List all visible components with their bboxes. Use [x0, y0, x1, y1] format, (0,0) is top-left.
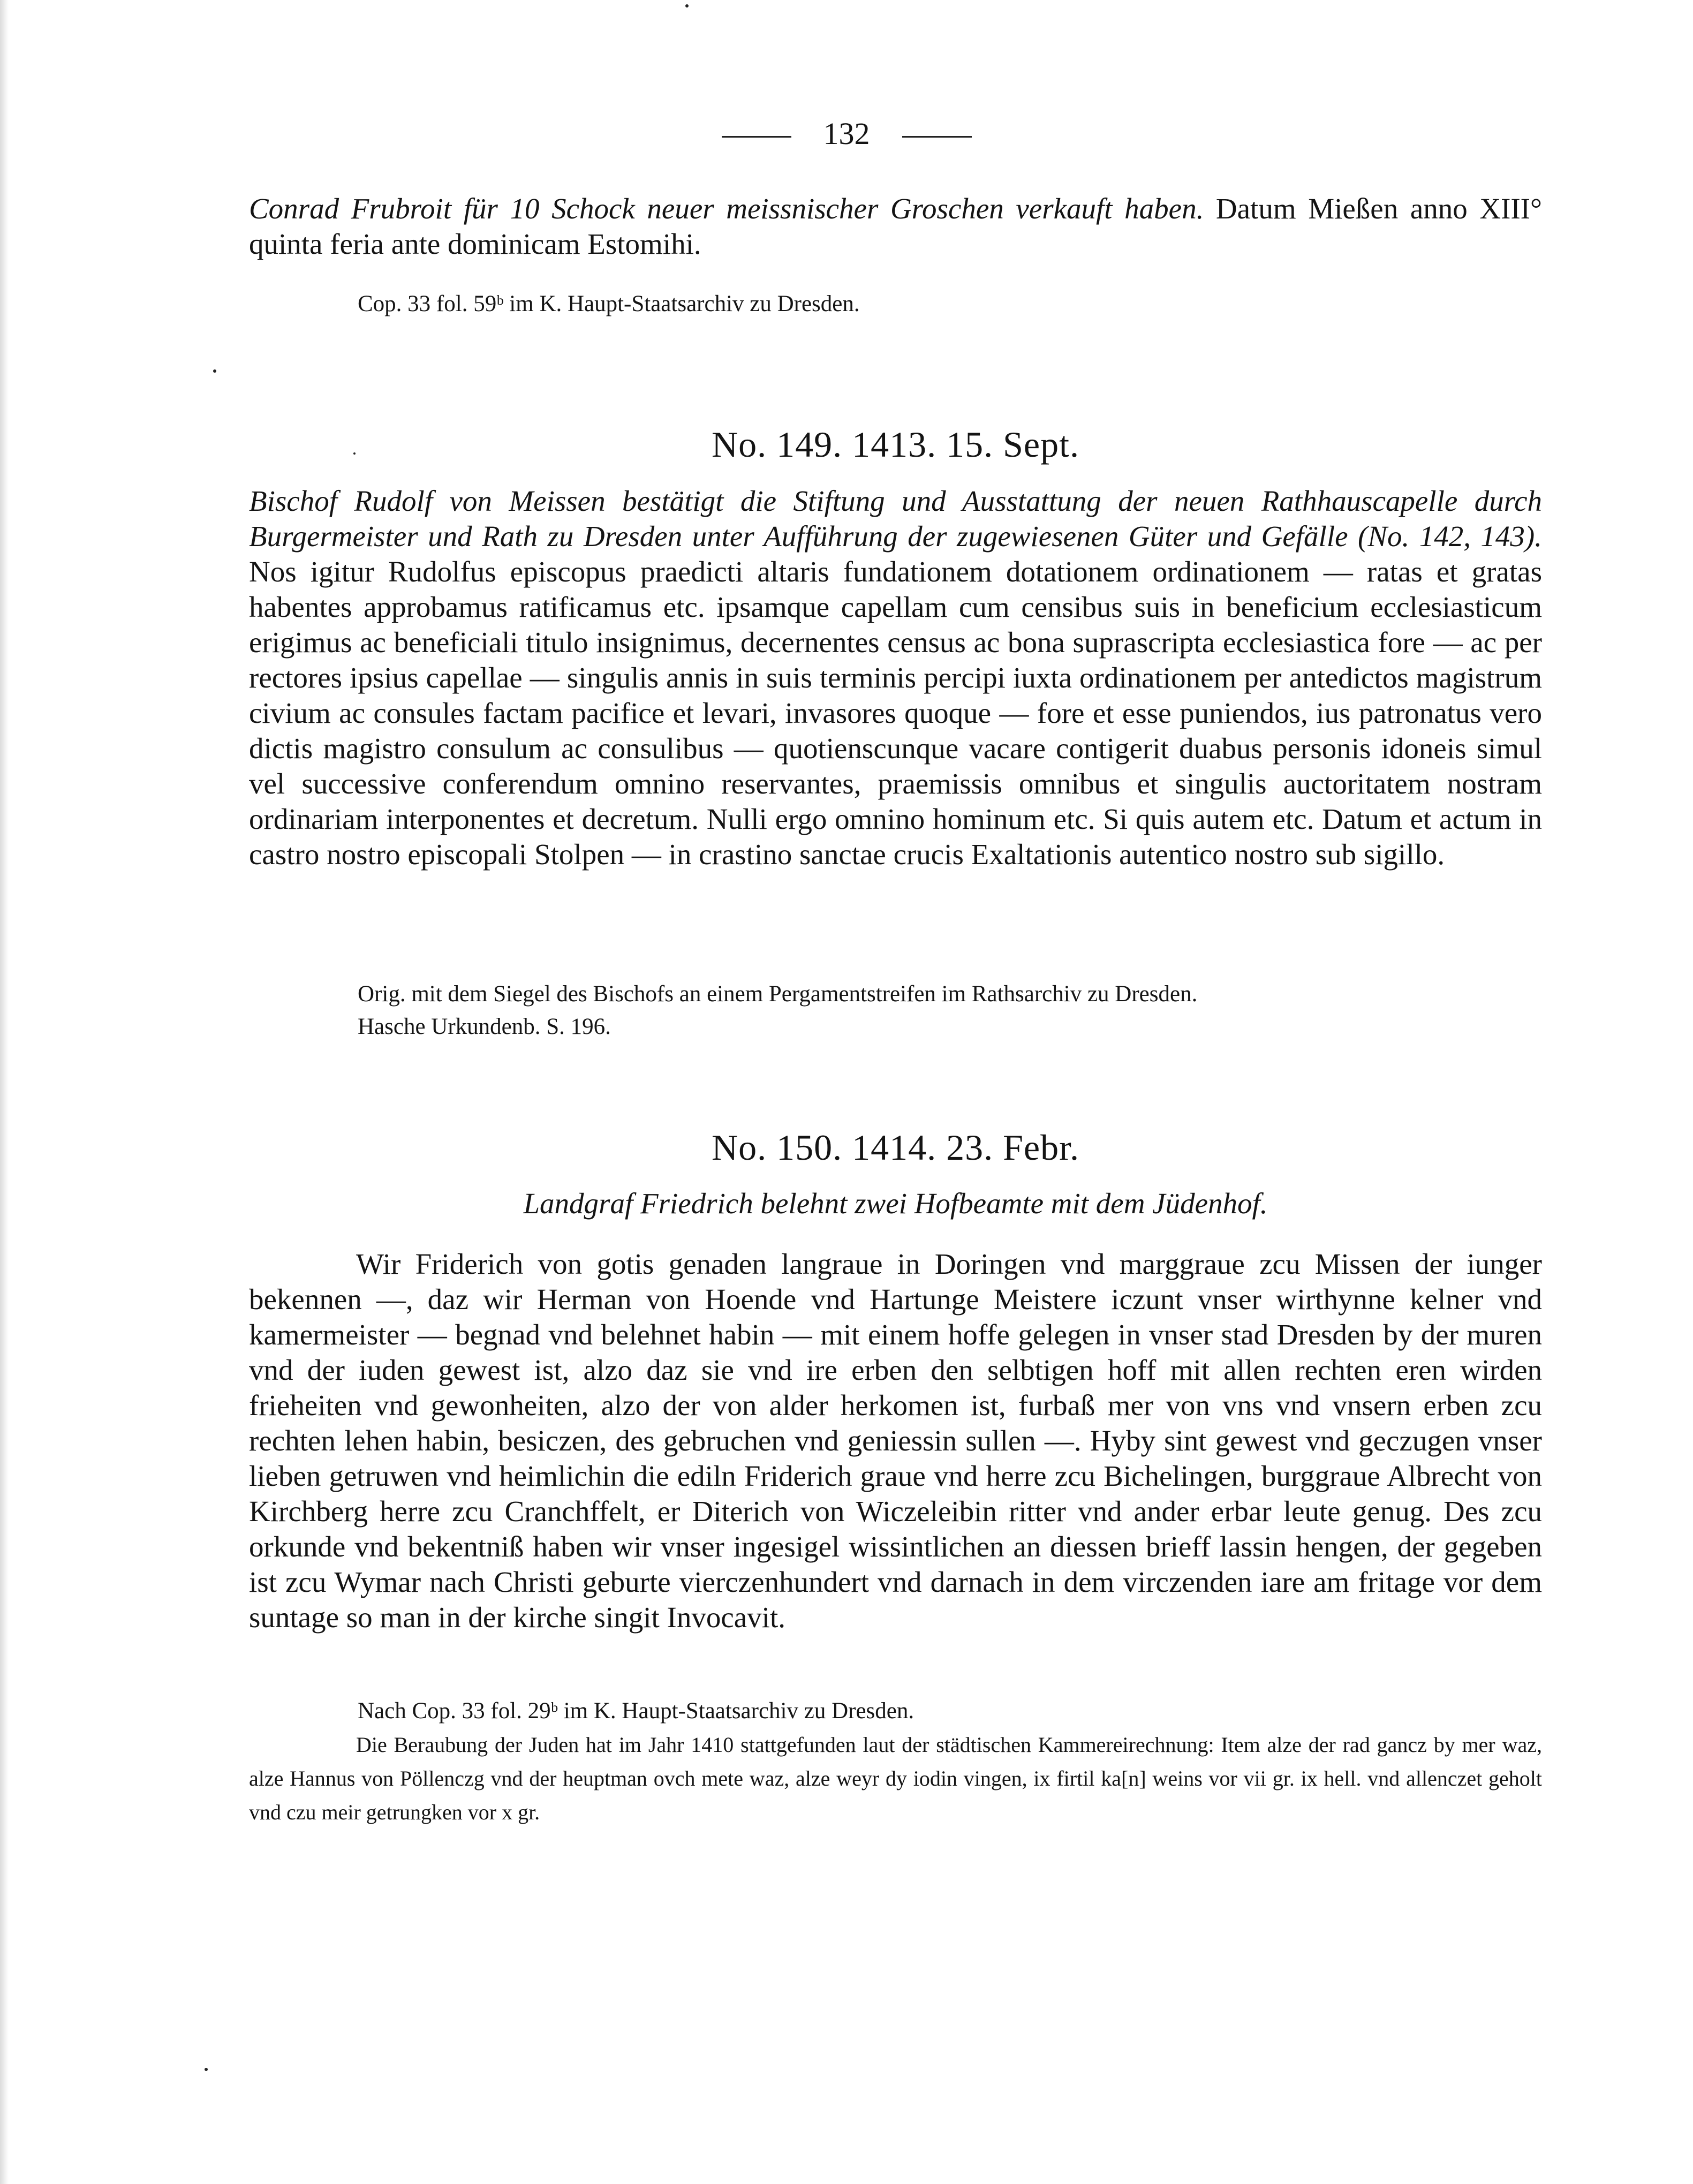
prev-doc-italic: Conrad Frubroit für 10 Schock neuer meissnischer Groschen verkauft haben. [249, 192, 1204, 225]
doc-150-text: Wir Friderich von gotis genaden langraue in Doringen vnd marggraue zcu Missen der iunger bekennen —, daz wir Herman von Hoende vnd Hartunge Meistere iczunt vnser wirthynne kelner vnd kamermeister — begnad vnd belehnet habin — mit einem hoffe gelegen in vnser stad Dresden by der muren vnd der iuden gewest ist, alzo daz sie vnd ire erben den selbtigen hoff mit allen rechten eren wirden frieheiten vnd gewonheiten, alzo der von alder herkomen ist, furbaß mer von vns vnd vnsern erben zcu rechten lehen habin, besiczen, des gebruchen vnd geniessin sullen —. Hyby sint gewest vnd geczugen vnser lieben getruwen vnd heimlichin die ediln Friderich graue vnd herre zcu Bichelingen, burggraue Albrecht von Kirchberg herre zcu Cranchffelt, er Diterich von Wiczeleibin ritter vnd ander erbar leute genug. Des zcu orkunde vnd bekentniß haben wir vnser ingesigel wissintlichen an diessen brieff lassin hengen, der gegeben ist zcu Wymar nach Christi geburte vierczenhundert vnd darnach in dem virczenden iare am fritage vor dem suntage so man in der kirche singit Invocavit. [249, 1248, 1542, 1634]
prev-doc-text [249, 191, 1542, 262]
doc-149-body [249, 483, 1542, 872]
doc-149-heading: No. 149. 1413. 15. Sept. [712, 424, 1079, 465]
scan-speck [685, 4, 689, 7]
prev-doc-source: Cop. 33 fol. 59ᵇ im K. Haupt-Staatsarchiv zu Dresden. [358, 291, 860, 316]
scan-speck [213, 369, 216, 373]
prev-doc-rest: Datum Mießen anno XIII° quinta feria ante dominicam Estomihi. [249, 192, 1542, 260]
doc-149-summary: Bischof Rudolf von Meissen bestätigt die Stiftung und Ausstattung der neuen Rathhauscapelle durch Burgermeister und Rath zu Dresden unter Aufführung der zugewiesenen Güter und Gefälle (No. 142, 143). [249, 485, 1542, 553]
page-number: 132 [823, 116, 870, 151]
scan-edge-shadow [0, 0, 9, 2184]
doc-150-note: Die Beraubung der Juden hat im Jahr 1410 stattgefunden laut der städtischen Kammereirechnung: Item alze der rad gancz by mer waz, alze Hannus von Pöllenczg vnd der heuptman ovch mete waz, alze weyr dy iodin vingen, ix firtil ka[n] weins vor vii gr. ix hell. vnd allenczet geholt vnd czu meir getrungken vor x gr. [249, 1733, 1542, 1824]
rule-left [722, 136, 791, 138]
scan-speck [205, 2068, 208, 2071]
doc-150-summary: Landgraf Friedrich belehnt zwei Hofbeamte mit dem Jüdenhof. [523, 1187, 1268, 1220]
page-number-line [0, 115, 1693, 153]
doc-149-source-2: Hasche Urkundenb. S. 196. [358, 1014, 611, 1039]
doc-149-text: Nos igitur Rudolfus episcopus praedicti altaris fundationem dotationem ordinationem — ratas et gratas habentes approbamus ratificamus etc. ipsamque capellam cum censibus suis in beneficium ecclesiasticum erigimus ac beneficiali titulo insignimus, decernentes census ac bona suprascripta ecclesiastica fore — ac per rectores ipsius capellae — singulis annis in suis terminis percipi iuxta ordinationem per antedictos magistrum civium ac consules factam pacifice et levari, invasores quoque — fore et esse puniendos, ius patronatus vero dictis magistro consulum ac consulibus — quotienscunque vacare contigerit duabus personis idoneis simul vel successive conferendum omnino reservantes, praemissis omnibus et singulis auctoritatem nostram ordinariam interponentes et decretum. Nulli ergo omnino hominum etc. Si quis autem etc. Datum et actum in castro nostro episcopali Stolpen — in crastino sanctae crucis Exaltationis autentico nostro sub sigillo. [249, 555, 1542, 871]
doc-149-source-1: Orig. mit dem Siegel des Bischofs an einem Pergamentstreifen im Rathsarchiv zu Dresden. [358, 981, 1198, 1007]
rule-right [902, 136, 972, 138]
doc-150-heading: No. 150. 1414. 23. Febr. [712, 1127, 1079, 1168]
doc-150-source: Nach Cop. 33 fol. 29ᵇ im K. Haupt-Staatsarchiv zu Dresden. [358, 1698, 914, 1724]
